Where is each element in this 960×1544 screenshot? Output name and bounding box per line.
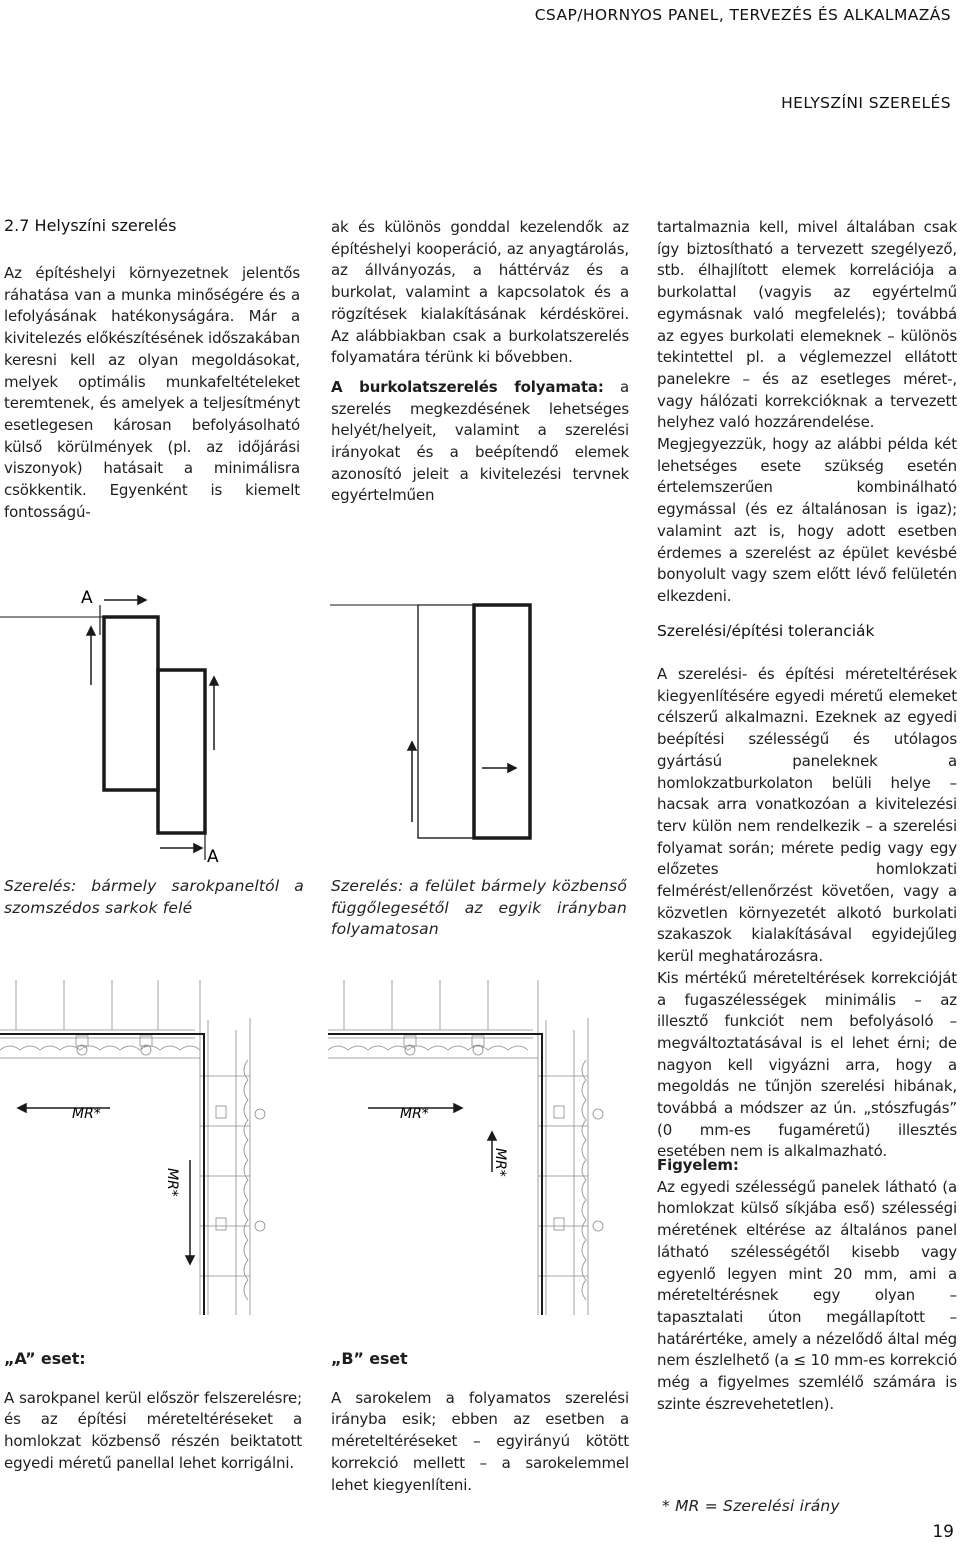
diagram-a-panel-group-2	[158, 670, 205, 833]
col3-paragraph-1: tartalmaznia kell, mivel általában csak így biztosítható a tervezett szegélyező, stb. élhajlított elemek korrelációja a burkolattal (vagyis az egyértelmű egymásnak való megfelelés); továbbá az egyes burkolati elemeknek – különös tekintettel pl. a véglemezzel ellátott panelekre – és az esetleges méret-, vagy hálózati korrekcióknak a tervezett helyhez való hozzárendelése.	[657, 218, 957, 432]
col2-paragraph-2-text: a szerelés megkezdésének lehetséges helyét/helyeit, valamint a szerelési irányokat és a beépítendő elemek azonosító jeleit a kivitelezési tervnek egyértelműen	[331, 377, 629, 505]
diagram-a-mr-horizontal: MR*	[72, 1106, 101, 1122]
tolerance-paragraph-1: A szerelési- és építési méreteltérések kiegyenlítésére egyedi méretű elemeket célszerű alkalmazni. Ezeknek az egyedi beépítési szélességű és utólagos gyártású paneleknek a homlokzatburkolaton belüli helye – hacsak arra vonatkozóan a kivitelezési terv külön nem rendelkezik – a szerelési folyamat során; mérete pedig vagy egy előzetes homlokzati felmérést/ellenőrzést követően, vagy a közvetlen környezetét alkotó burkolati szakaszok kialakításával egyidejűleg kerül meghatározásra.	[657, 665, 957, 966]
diagram-a-label-top: A	[81, 588, 93, 608]
diagram-a-caption: Szerelés: bármely sarokpaneltól a szomszédos sarkok felé	[4, 877, 304, 917]
case-b-text: A sarokelem a folyamatos szerelési irányba esik; ebben az esetben a méreteltéréseket – egyirányú kötött korrekció mellett – a sarokelemmel lehet kiegyenlíteni.	[331, 1388, 629, 1494]
footnote: * MR = Szerelési irány	[662, 1497, 840, 1515]
diagram-b-mr-horizontal: MR*	[400, 1106, 429, 1122]
tolerance-title: Szerelési/építési toleranciák	[657, 622, 875, 640]
diagram-a-arrow-vertical	[87, 627, 95, 685]
case-b	[331, 1348, 629, 1496]
col2-lead: A burkolatszerelés folyamata:	[331, 377, 604, 396]
diagram-a-outline	[104, 617, 205, 833]
col3-warning	[657, 1155, 957, 1415]
running-header-title: CSAP/HORNYOS PANEL, TERVEZÉS ÉS ALKALMAZÁS	[534, 6, 951, 24]
diagram-b-plan	[328, 980, 638, 1315]
diagram-a-wall-left	[0, 980, 265, 1315]
diagram-b-arrow-vertical	[408, 742, 416, 822]
diagram-b-wall	[328, 980, 603, 1315]
tolerance-paragraph-2: Kis mértékű méreteltérések korrekcióját a fugaszélességek minimális – az illesztő funkciót nem befolyásoló – megváltoztatásával is el lehet érni; de nagyon kell vigyázni arra, hogy a megoldás ne tűnjön szerelési hibának, továbbá a módszer az ún. „stószfugás” (0 mm-es fugaméretű) illesztés esetében nem is alkalmazható.	[657, 968, 957, 1161]
diagram-b-caption: Szerelés: a felület bármely közbenső függőlegesétől az egyik irányban folyamatosan	[331, 877, 627, 938]
warning-title: Figyelem:	[657, 1156, 739, 1174]
case-a-title: „A” eset:	[4, 1349, 86, 1368]
diagram-a-plan	[0, 980, 330, 1315]
col3-top	[657, 217, 957, 608]
col2-paragraph-2	[331, 377, 629, 507]
diagram-a-elevation	[0, 575, 330, 865]
case-b-title: „B” eset	[331, 1349, 408, 1368]
case-a-text: A sarokpanel kerül először felszerelésre; és az építési méreteltéréseket a homlokzat közbenső részén beiktatott egyedi méretű panellal lehet korrigálni.	[4, 1388, 302, 1472]
diagram-a-mr-arrow-vertical	[186, 1160, 194, 1264]
col3-paragraph-2: Megjegyezzük, hogy az alábbi példa két lehetséges esete szükség esetén értelemszerűen kombinálható egymással (és ez általánosan is igaz); valamint azt is, hogy adott esetben érdemes a szerelést az épület kevésbé bonyolult vagy szem előtt lévő felületén elkezdeni.	[657, 435, 957, 605]
diagram-b-arrow-horizontal	[482, 764, 516, 772]
diagram-b-corner-panel	[328, 1034, 542, 1315]
section-title: 2.7 Helyszíni szerelés	[4, 216, 177, 235]
diagram-a-arrow-vertical-2	[210, 677, 218, 750]
page-number: 19	[932, 1522, 954, 1542]
intro-paragraph-col1	[4, 263, 300, 523]
diagram-b-elevation	[330, 590, 640, 850]
diagram-b-panel-right	[474, 605, 530, 838]
running-header-subtitle: HELYSZÍNI SZERELÉS	[781, 94, 951, 112]
diagram-a-panel-group-1	[104, 617, 158, 790]
diagram-a-arrow-top	[104, 596, 146, 604]
diagram-b-mr-vertical: MR*	[492, 1148, 508, 1177]
col2-paragraph-1: ak és különös gonddal kezelendők az építéshelyi kooperáció, az anyagtárolás, az állványozás, a háttérváz és a burkolat, valamint a kapcsolatok és a rögzítések kialakításának kérdéskörei. Az alábbiakban csak a burkolatszerelés folyamatára térünk ki bővebben.	[331, 218, 629, 367]
col3-tolerance	[657, 664, 957, 1163]
case-a	[4, 1348, 302, 1475]
intro-paragraph-col2	[331, 217, 629, 507]
diagram-a-mr-vertical: MR*	[164, 1168, 180, 1197]
diagram-a-label-bottom: A	[207, 847, 219, 865]
diagram-a-arrow-bottom	[160, 844, 202, 852]
intro-paragraph-text: Az építéshelyi környezetnek jelentős ráhatása van a munka minőségére és a lefolyásának hatékonyságára. Már a kivitelezés előkészítésének időszakában keresni kell az olyan megoldásokat, melyek optimális munkafeltételeket teremtenek, és amelyek a teljesítményt esetlegesen károsan befolyásolható külső körülmények (pl. az időjárási viszonyok) hatásait a minimálisra csökkentik. Egyenként is kiemelt fontosságú-	[4, 264, 300, 521]
diagram-b-panel-left	[418, 605, 474, 838]
warning-text: Az egyedi szélességű panelek látható (a homlokzat külső síkjába eső) szélességi méretének eltérése az általános panel látható szélességétől kisebb vagy egyenlő legyen mint 20 mm, ami a méreteltérésnek egy olyan – tapasztalati úton megállapított – határértéke, amely a nézelődő által még nem észlelhető (a ≤ 10 mm-es korrekció még a figyelmes szemlélő számára is szinte észrevehetetlen).	[657, 1177, 957, 1413]
